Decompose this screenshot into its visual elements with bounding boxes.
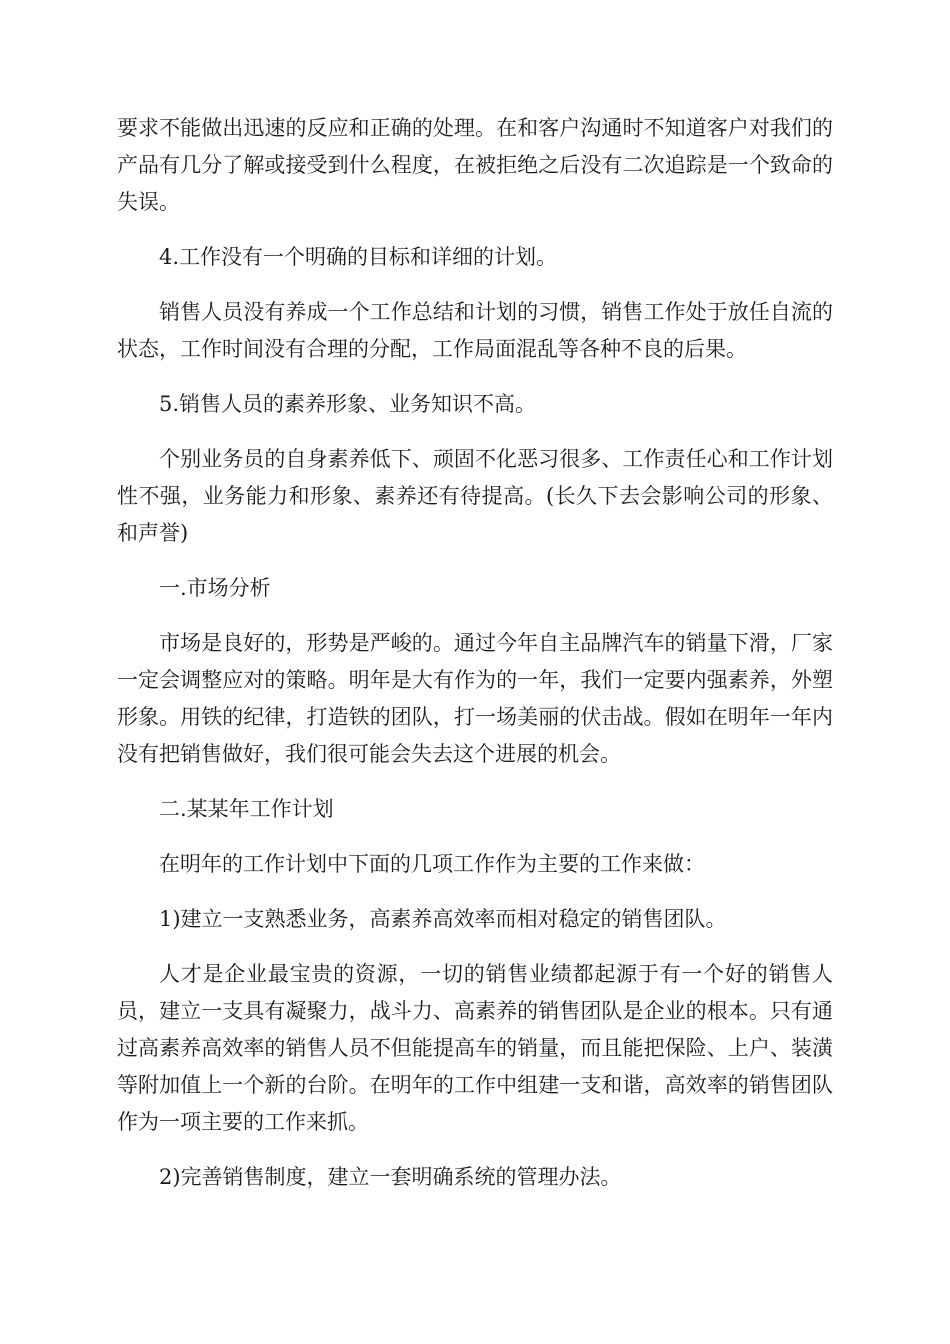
paragraph: 销售人员没有养成一个工作总结和计划的习惯，销售工作处于放任自流的状态，工作时间没有合理的分配，工作局面混乱等各种不良的后果。 [117, 300, 833, 361]
document-body [117, 110, 833, 1214]
paragraph-continuation: 要求不能做出迅速的反应和正确的处理。在和客户沟通时不知道客户对我们的产品有几分了解或接受到什么程度，在被拒绝之后没有二次追踪是一个致命的失误。 [117, 116, 833, 214]
section-heading-market-analysis: 一.市场分析 [159, 576, 271, 600]
heading-item-4: 4.工作没有一个明确的目标和详细的计划。 [159, 245, 558, 269]
paragraph: 市场是良好的，形势是严峻的。通过今年自主品牌汽车的销量下滑，厂家一定会调整应对的策略。明年是大有作为的一年，我们一定要内强素养，外塑形象。用铁的纪律，打造铁的团队，打一场美丽的伏击战。假如在明年一年内没有把销售做好，我们很可能会失去这个进展的机会。 [117, 631, 833, 766]
paragraph: 在明年的工作计划中下面的几项工作作为主要的工作来做： [159, 852, 705, 876]
paragraph: 个别业务员的自身素养低下、顽固不化恶习很多、工作责任心和工作计划性不强，业务能力和形象、素养还有待提高。(长久下去会影响公司的形象、和声誉) [117, 447, 833, 545]
list-item-1: 1)建立一支熟悉业务，高素养高效率而相对稳定的销售团队。 [159, 907, 727, 931]
heading-item-5: 5.销售人员的素养形象、业务知识不高。 [159, 392, 537, 416]
paragraph: 人才是企业最宝贵的资源，一切的销售业绩都起源于有一个好的销售人员，建立一支具有凝聚力，战斗力、高素养的销售团队是企业的根本。只有通过高素养高效率的销售人员不但能提高车的销量，而且能把保险、上户、装潢等附加值上一个新的台阶。在明年的工作中组建一支和谐，高效率的销售团队作为一项主要的工作来抓。 [117, 962, 833, 1134]
section-heading-work-plan: 二.某某年工作计划 [159, 797, 334, 821]
list-item-2: 2)完善销售制度，建立一套明确系统的管理办法。 [159, 1165, 622, 1189]
